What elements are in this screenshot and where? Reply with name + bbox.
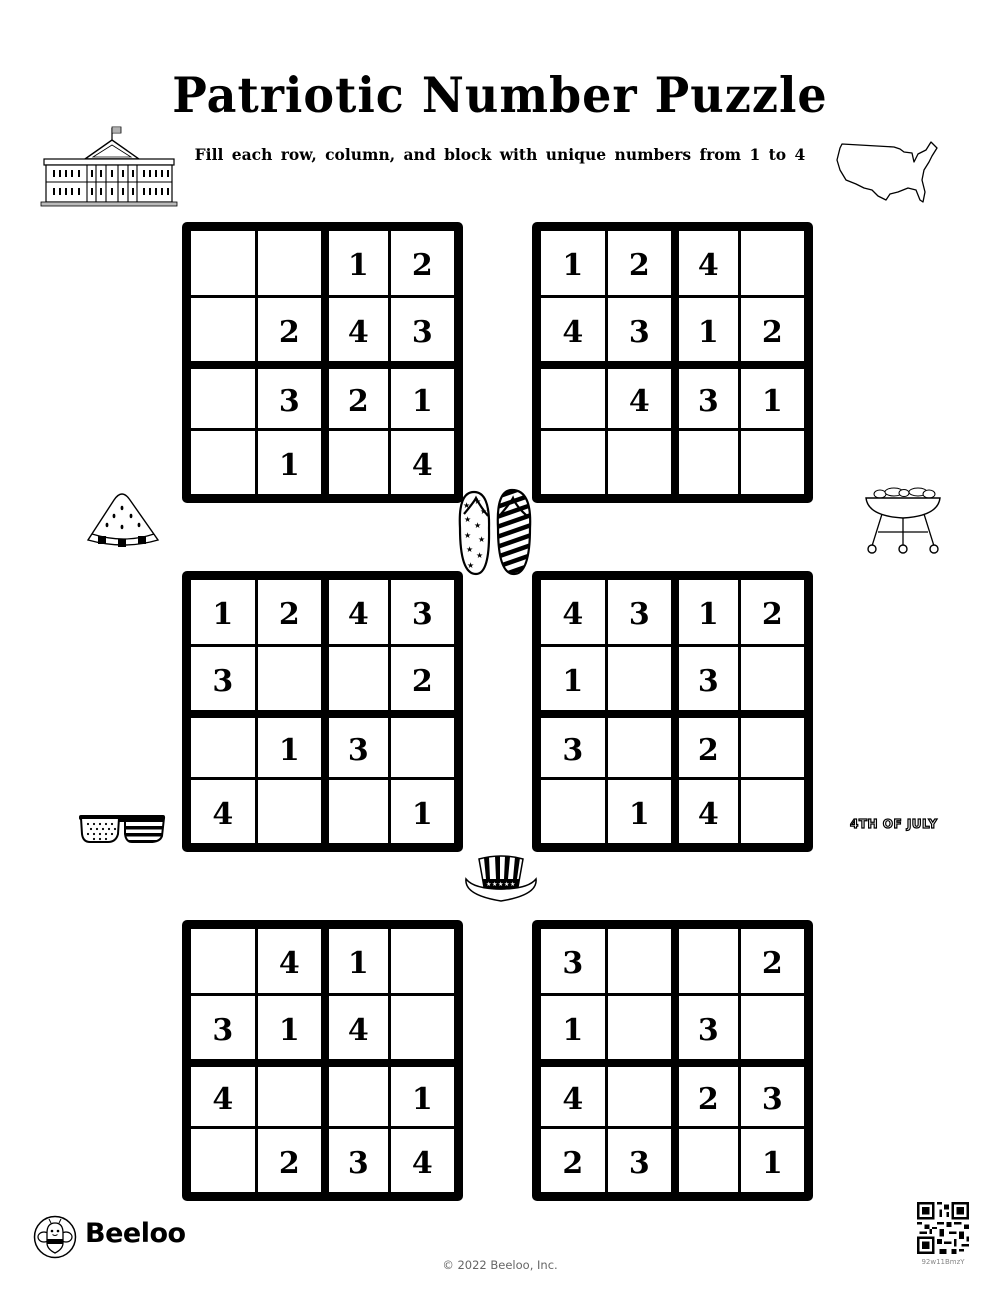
- empty-cell: [191, 718, 255, 777]
- empty-cell: [258, 1067, 322, 1126]
- given-number-cell: 3: [191, 996, 255, 1060]
- given-number-cell: 1: [679, 298, 738, 362]
- flip-flops-icon: [454, 488, 536, 576]
- empty-cell: [258, 231, 322, 295]
- given-number-cell: 3: [679, 647, 738, 711]
- given-number-cell: 1: [541, 647, 605, 711]
- empty-cell: [741, 647, 805, 711]
- given-number-cell: 2: [679, 718, 738, 777]
- given-number-cell: 4: [391, 431, 455, 495]
- qr-code-icon: [917, 1202, 969, 1254]
- given-number-cell: 3: [741, 1067, 805, 1126]
- given-number-cell: 2: [391, 231, 455, 295]
- given-number-cell: 4: [679, 231, 738, 295]
- empty-cell: [191, 369, 255, 428]
- svg-text:★: ★: [510, 881, 516, 888]
- given-number-cell: 2: [258, 1129, 322, 1193]
- qr-code-id: 92w11BmzY: [921, 1258, 965, 1266]
- usa-map-icon: [834, 140, 940, 206]
- given-number-cell: 4: [391, 1129, 455, 1193]
- instructions-text: Fill each row, column, and block with unique numbers from 1 to 4: [194, 145, 806, 164]
- puzzle-6: [532, 920, 813, 1201]
- puzzle-4: [532, 571, 813, 852]
- given-number-cell: 1: [391, 780, 455, 844]
- empty-cell: [541, 780, 605, 844]
- svg-text:★: ★: [466, 545, 474, 554]
- given-number-cell: 1: [741, 1129, 805, 1193]
- grill-icon: [862, 480, 944, 556]
- given-number-cell: 2: [741, 298, 805, 362]
- empty-cell: [329, 647, 388, 711]
- empty-cell: [541, 431, 605, 495]
- given-number-cell: 2: [541, 1129, 605, 1193]
- copyright-text: © 2022 Beeloo, Inc.: [442, 1258, 558, 1272]
- given-number-cell: 2: [258, 580, 322, 644]
- given-number-cell: 2: [391, 647, 455, 711]
- empty-cell: [391, 718, 455, 777]
- empty-cell: [608, 431, 672, 495]
- given-number-cell: 4: [679, 780, 738, 844]
- puzzle-2: [532, 222, 813, 503]
- given-number-cell: 4: [329, 580, 388, 644]
- given-number-cell: 1: [329, 929, 388, 993]
- watermelon-icon: [84, 490, 160, 550]
- empty-cell: [258, 647, 322, 711]
- svg-text:★: ★: [492, 881, 498, 888]
- svg-text:★: ★: [474, 497, 482, 506]
- svg-text:★: ★: [474, 521, 482, 530]
- given-number-cell: 4: [541, 298, 605, 362]
- given-number-cell: 3: [608, 1129, 672, 1193]
- empty-cell: [191, 298, 255, 362]
- given-number-cell: 3: [541, 929, 605, 993]
- given-number-cell: 3: [541, 718, 605, 777]
- empty-cell: [608, 1067, 672, 1126]
- beeloo-wordmark: Beeloo: [85, 1218, 186, 1249]
- empty-cell: [741, 996, 805, 1060]
- svg-text:★: ★: [498, 881, 504, 888]
- svg-text:★: ★: [463, 501, 471, 510]
- empty-cell: [329, 780, 388, 844]
- given-number-cell: 1: [541, 996, 605, 1060]
- given-number-cell: 3: [679, 996, 738, 1060]
- given-number-cell: 4: [541, 1067, 605, 1126]
- given-number-cell: 1: [391, 1067, 455, 1126]
- given-number-cell: 4: [329, 996, 388, 1060]
- empty-cell: [329, 1067, 388, 1126]
- svg-text:★: ★: [478, 535, 486, 544]
- given-number-cell: 2: [329, 369, 388, 428]
- given-number-cell: 1: [329, 231, 388, 295]
- given-number-cell: 1: [679, 580, 738, 644]
- flag-sunglasses-icon: [78, 812, 166, 846]
- svg-text:★: ★: [480, 507, 488, 516]
- empty-cell: [679, 431, 738, 495]
- given-number-cell: 1: [741, 369, 805, 428]
- svg-text:★: ★: [486, 881, 492, 888]
- given-number-cell: 3: [329, 718, 388, 777]
- given-number-cell: 1: [258, 996, 322, 1060]
- given-number-cell: 4: [541, 580, 605, 644]
- white-house-icon: [40, 124, 178, 208]
- given-number-cell: 2: [608, 231, 672, 295]
- given-number-cell: 3: [329, 1129, 388, 1193]
- empty-cell: [191, 929, 255, 993]
- uncle-sam-hat-icon: [462, 855, 540, 905]
- page-title: Patriotic Number Puzzle: [172, 66, 828, 124]
- svg-text:★: ★: [476, 551, 484, 560]
- empty-cell: [541, 369, 605, 428]
- given-number-cell: 1: [191, 580, 255, 644]
- given-number-cell: 3: [679, 369, 738, 428]
- empty-cell: [608, 929, 672, 993]
- empty-cell: [679, 1129, 738, 1193]
- given-number-cell: 2: [741, 580, 805, 644]
- svg-text:★: ★: [467, 561, 475, 570]
- empty-cell: [741, 431, 805, 495]
- given-number-cell: 2: [679, 1067, 738, 1126]
- svg-text:★: ★: [504, 881, 510, 888]
- empty-cell: [608, 647, 672, 711]
- given-number-cell: 1: [391, 369, 455, 428]
- empty-cell: [191, 1129, 255, 1193]
- empty-cell: [741, 780, 805, 844]
- given-number-cell: 3: [391, 298, 455, 362]
- empty-cell: [608, 996, 672, 1060]
- empty-cell: [741, 231, 805, 295]
- given-number-cell: 3: [608, 298, 672, 362]
- empty-cell: [741, 718, 805, 777]
- given-number-cell: 1: [541, 231, 605, 295]
- puzzle-1: [182, 222, 463, 503]
- empty-cell: [191, 431, 255, 495]
- empty-cell: [608, 718, 672, 777]
- given-number-cell: 4: [258, 929, 322, 993]
- given-number-cell: 4: [191, 1067, 255, 1126]
- svg-text:★: ★: [464, 515, 472, 524]
- empty-cell: [391, 929, 455, 993]
- given-number-cell: 1: [258, 718, 322, 777]
- empty-cell: [191, 231, 255, 295]
- given-number-cell: 2: [258, 298, 322, 362]
- fourth-of-july-label: 4TH OF JULY: [850, 817, 938, 831]
- puzzle-3: [182, 571, 463, 852]
- puzzle-5: [182, 920, 463, 1201]
- given-number-cell: 4: [608, 369, 672, 428]
- given-number-cell: 3: [391, 580, 455, 644]
- beeloo-bee-logo-icon: [33, 1215, 77, 1259]
- given-number-cell: 1: [258, 431, 322, 495]
- given-number-cell: 4: [329, 298, 388, 362]
- svg-text:★: ★: [464, 531, 472, 540]
- given-number-cell: 1: [608, 780, 672, 844]
- empty-cell: [329, 431, 388, 495]
- empty-cell: [391, 996, 455, 1060]
- given-number-cell: 3: [258, 369, 322, 428]
- given-number-cell: 3: [608, 580, 672, 644]
- empty-cell: [258, 780, 322, 844]
- given-number-cell: 2: [741, 929, 805, 993]
- given-number-cell: 4: [191, 780, 255, 844]
- given-number-cell: 3: [191, 647, 255, 711]
- empty-cell: [679, 929, 738, 993]
